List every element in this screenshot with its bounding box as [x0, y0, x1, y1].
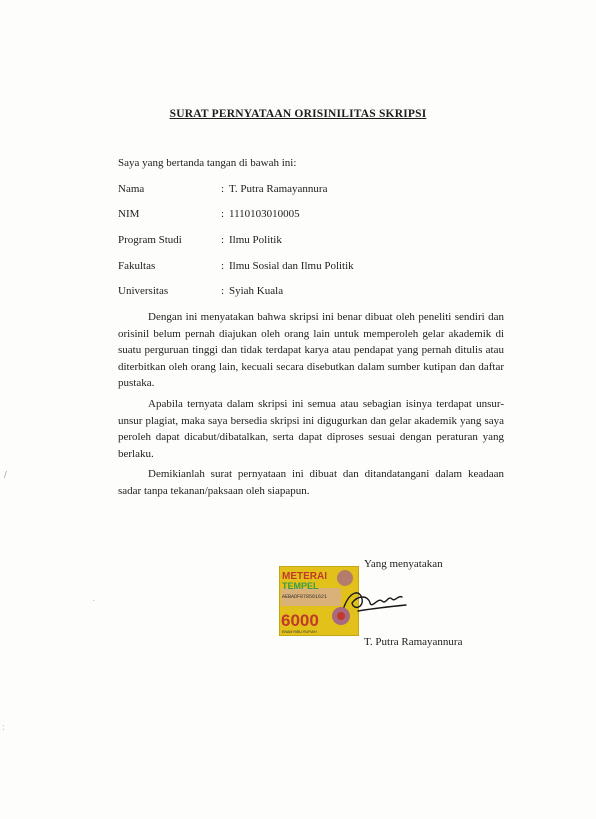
stamp-amount-words: ENAM RIBU RUPIAH [282, 630, 317, 634]
scan-smudge: · [92, 596, 96, 607]
stamp-amount: 6000 [281, 611, 319, 630]
scan-mark: : [2, 722, 5, 733]
field-value: Ilmu Politik [229, 234, 282, 246]
stamp-serial: AEBADF878561621 [282, 594, 328, 600]
field-value: Ilmu Sosial dan Ilmu Politik [229, 260, 354, 272]
field-separator: : [221, 208, 225, 220]
field-separator: : [221, 260, 225, 272]
field-value: T. Putra Ramayannura [229, 183, 328, 195]
stamp-line2: TEMPEL [282, 581, 319, 591]
intro-text: Saya yang bertanda tangan di bawah ini: [118, 157, 297, 169]
handwritten-signature [340, 585, 410, 617]
document-title: SURAT PERNYATAAN ORISINILITAS SKRIPSI [169, 108, 427, 120]
field-label: NIM [118, 208, 140, 220]
scan-mark: / [4, 470, 7, 481]
field-label: Program Studi [118, 234, 182, 246]
plagiarism-paragraph: Apabila ternyata dalam skripsi ini semua atau sebagian isinya terdapat unsur-unsur plagiat, maka saya bersedia skripsi ini digugurkan dan gelar akademik yang saya peroleh dapat dicabut/dibatalkan, serta dapat diproses sesuai dengan peraturan yang berlaku. [118, 398, 504, 460]
field-value: Syiah Kuala [229, 285, 284, 297]
stamp-line1: METERAI [282, 571, 327, 582]
signer-name: T. Putra Ramayannura [364, 636, 463, 648]
field-separator: : [221, 234, 225, 246]
field-separator: : [221, 183, 225, 195]
statement-paragraph: Dengan ini menyatakan bahwa skripsi ini benar dibuat oleh peneliti sendiri dan orisinil belum pernah diajukan oleh orang lain untuk memperoleh gelar akademik di suatu perguruan tinggi dan tidak terdapat karya atau pendapat yang pernah ditulis atau diterbitkan oleh orang lain, kecuali secara disebutkan dalam sumber kutipan dan daftar pustaka. [118, 311, 504, 389]
closing-paragraph: Demikianlah surat pernyataan ini dibuat dan ditandatangani dalam keadaan sadar tanpa tekanan/paksaan oleh siapapun. [118, 468, 504, 497]
field-label: Fakultas [118, 260, 156, 272]
closing-text: Yang menyatakan [364, 558, 443, 570]
emblem-icon [337, 570, 353, 586]
field-separator: : [221, 285, 225, 297]
field-value: 1110103010005 [229, 208, 300, 220]
field-label: Universitas [118, 285, 169, 297]
field-label: Nama [118, 183, 145, 195]
